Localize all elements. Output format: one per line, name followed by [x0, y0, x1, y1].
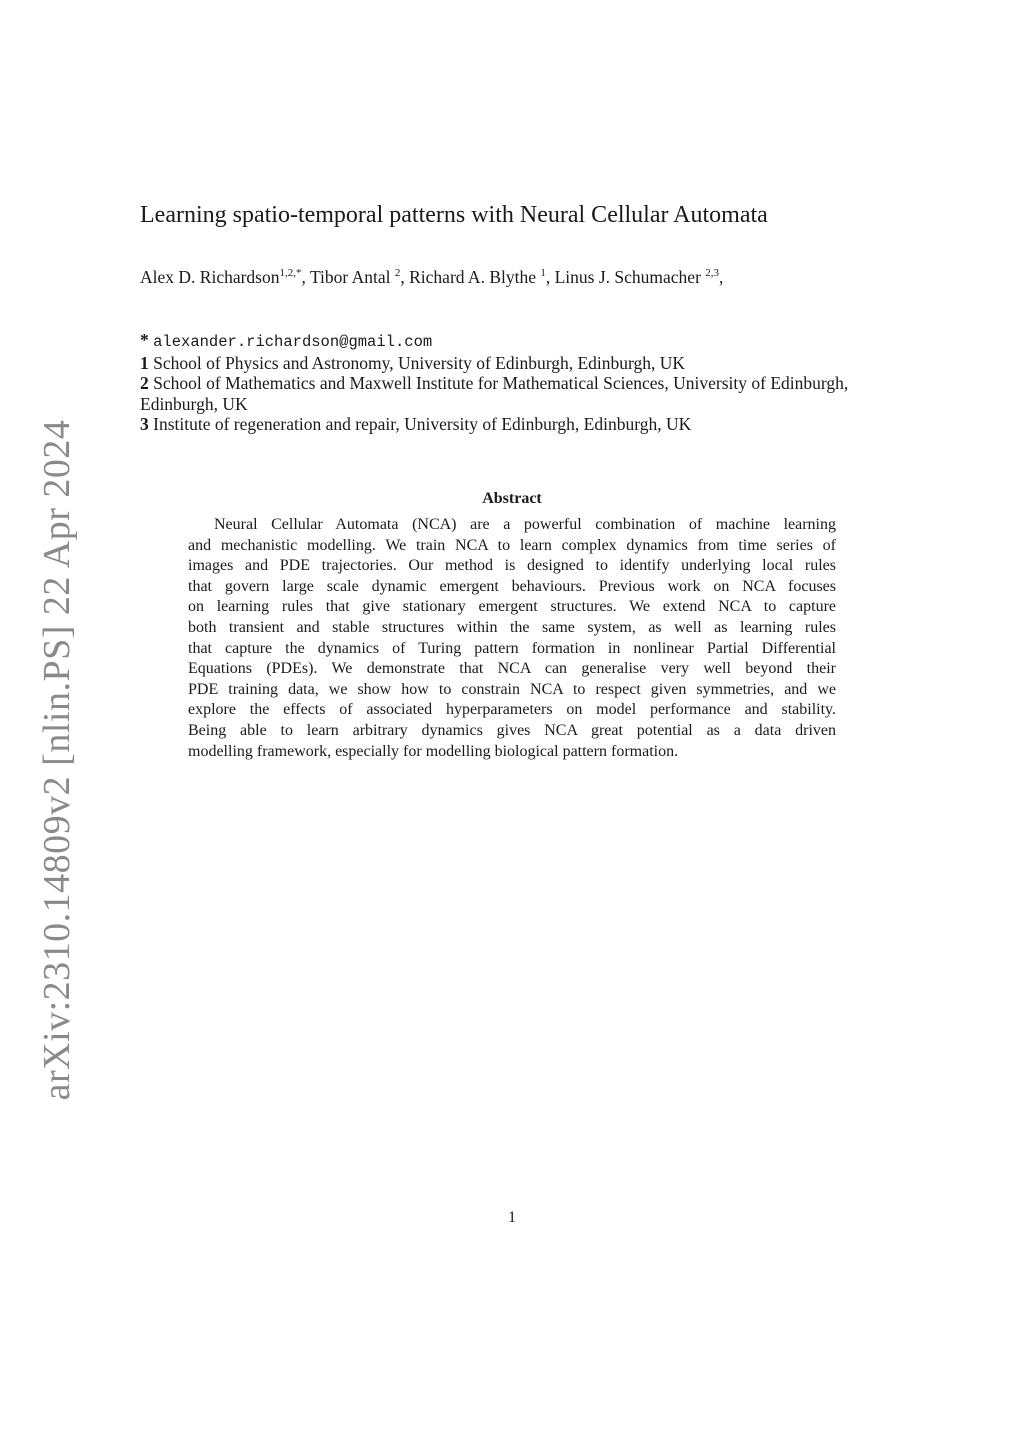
abstract-line: Equations (PDEs). We demonstrate that NCA can generalise very well beyond their — [188, 660, 836, 678]
abstract-line: images and PDE trajectories. Our method is designed to identify underlying local rules — [188, 557, 836, 575]
abstract-line: that capture the dynamics of Turing pattern formation in nonlinear Partial Differential — [188, 639, 836, 657]
affiliation-text: School of Mathematics and Maxwell Institute for Mathematical Sciences, University of Edinburgh, Edinburgh, UK — [140, 373, 849, 414]
affiliation-marker: 2 — [140, 373, 149, 393]
author-name: Richard A. Blythe — [409, 267, 541, 287]
abstract-line: explore the effects of associated hyperparameters on model performance and stability. — [188, 701, 836, 719]
author-entry — [140, 267, 310, 287]
author-name: Linus J. Schumacher — [554, 267, 706, 287]
author-list — [140, 265, 723, 289]
abstract-heading: Abstract — [482, 490, 542, 507]
author-affiliation-marks: 1 — [540, 267, 546, 279]
abstract-body — [188, 515, 836, 762]
author-name: Tibor Antal — [309, 267, 395, 287]
abstract-line: on learning rules that give stationary emergent structures. We extend NCA to capture — [188, 598, 836, 616]
arxiv-identifier-text: arXiv:2310.14809v2 [nlin.PS] 22 Apr 2024 — [36, 419, 78, 1101]
abstract-line: both transient and stable structures within the same system, as well as learning rules — [188, 618, 836, 636]
affiliation-item — [140, 414, 892, 435]
corresponding-email-line — [140, 330, 892, 353]
abstract-line: that govern large scale dynamic emergent behaviours. Previous work on NCA focuses — [188, 577, 836, 595]
author-affiliation-marks: 1,2,* — [279, 267, 302, 279]
affiliation-list — [140, 330, 892, 435]
abstract-line: PDE training data, we show how to constrain NCA to respect given symmetries, and we — [188, 680, 836, 698]
author-entry — [409, 267, 554, 287]
abstract-line: modelling framework, especially for modelling biological pattern formation. — [188, 742, 679, 760]
author-separator: , — [400, 267, 410, 287]
affiliation-item — [140, 373, 892, 414]
abstract-line: Being able to learn arbitrary dynamics gives NCA great potential as a data driven — [188, 721, 836, 739]
author-separator: , — [719, 267, 724, 287]
author-separator: , — [301, 267, 310, 287]
corresponding-email-link[interactable]: alexander.richardson@gmail.com — [153, 333, 433, 351]
affiliation-text: School of Physics and Astronomy, University of Edinburgh, Edinburgh, UK — [153, 352, 686, 373]
abstract-line: Neural Cellular Automata (NCA) are a powerful combination of machine learning — [214, 516, 836, 533]
affiliation-text: Institute of regeneration and repair, University of Edinburgh, Edinburgh, UK — [153, 414, 692, 434]
page-number: 1 — [508, 1209, 516, 1226]
arxiv-identifier-stamp — [12, 419, 102, 1101]
affiliation-marker: * — [140, 330, 149, 350]
abstract-line: and mechanistic modelling. We train NCA to learn complex dynamics from time series of — [188, 536, 836, 554]
author-entry — [555, 267, 724, 287]
author-affiliation-marks: 2 — [394, 267, 401, 279]
affiliation-item — [140, 353, 892, 374]
author-entry — [310, 267, 409, 287]
affiliation-marker: 1 — [140, 352, 149, 373]
author-name: Alex D. Richardson — [140, 267, 280, 287]
author-separator: , — [545, 267, 555, 287]
author-affiliation-marks: 2,3 — [705, 267, 720, 279]
affiliation-marker: 3 — [140, 414, 149, 434]
paper-title: Learning spatio-temporal patterns with Neural Cellular Automata — [140, 202, 768, 228]
